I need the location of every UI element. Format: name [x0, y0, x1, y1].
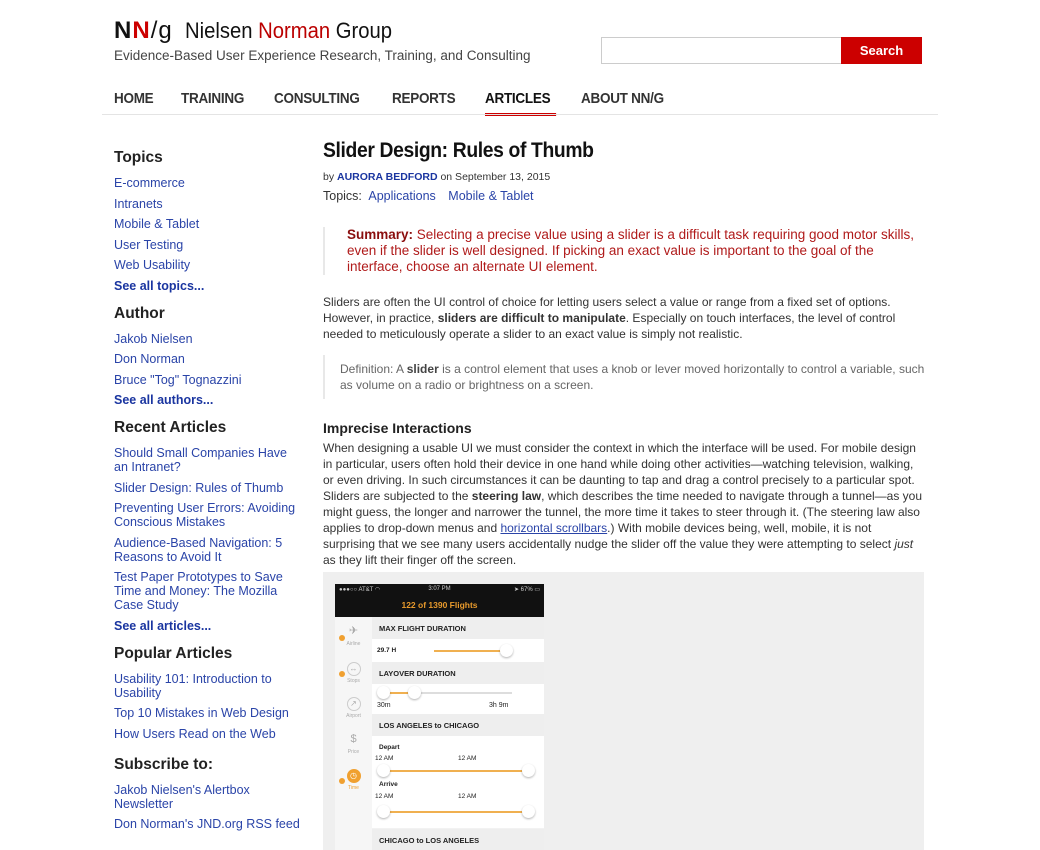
status-time: 3:07 PM [428, 586, 451, 592]
panel-heading: MAX FLIGHT DURATION [372, 617, 544, 639]
nng-logo[interactable] [114, 17, 410, 45]
sidebar-link-topic[interactable]: Mobile & Tablet [114, 217, 200, 231]
see-all-authors-link[interactable]: See all authors... [114, 393, 214, 407]
subscribe-jnd-rss-link[interactable]: Don Norman's JND.org RSS feed [114, 817, 300, 831]
arrive-knob-max[interactable] [522, 805, 535, 818]
sidebar-popular [114, 645, 304, 741]
airplane-icon: ✈ [348, 625, 359, 637]
filter-label: Airline [346, 641, 361, 647]
depart-label: Depart [379, 744, 400, 751]
sidebar-link-author[interactable]: Bruce "Tog" Tognazzini [114, 372, 242, 387]
sidebar-link-popular-article[interactable]: How Users Read on the Web [114, 726, 276, 741]
emphasis: steering law [471, 489, 542, 503]
sidebar-heading-topics: Topics [114, 149, 163, 166]
main-nav [114, 90, 696, 114]
layover-slider [372, 684, 544, 714]
dollar-icon: $ [350, 733, 357, 745]
depart-track [382, 770, 530, 772]
battery-status: ➤ 67% ▭ [513, 587, 540, 593]
text: Definition: A [340, 362, 407, 376]
sidebar-link-recent-article[interactable]: Audience-Based Navigation: 5 Reasons to Avoid It [114, 535, 283, 564]
article-title: Slider Design: Rules of Thumb [323, 139, 594, 162]
search-input[interactable] [601, 37, 841, 64]
text: is a control element that uses a knob or lever moved horizontally to control a variable, such as volume on a radio or brightness on a screen. [340, 362, 925, 392]
sidebar-link-topic[interactable]: Intranets [114, 196, 163, 211]
arrive-track [382, 811, 530, 813]
panel-heading: LAYOVER DURATION [372, 662, 544, 684]
search-form [601, 37, 922, 64]
filter-stops [335, 662, 372, 684]
arrive-from: 12 AM [375, 793, 394, 800]
body-paragraph [323, 440, 926, 568]
depart-to: 12 AM [458, 755, 477, 762]
nav-reports[interactable]: REPORTS [391, 90, 456, 107]
sidebar-topics [114, 149, 304, 293]
topics-label: Topics: [323, 189, 362, 203]
article [323, 139, 926, 568]
sidebar-heading-author: Author [114, 304, 165, 322]
slider-max-label: 3h 9m [489, 702, 509, 709]
arrive-to: 12 AM [458, 793, 477, 800]
article-topics [323, 189, 926, 203]
sidebar-link-topic[interactable]: User Testing [114, 237, 184, 252]
max-duration-panel [372, 617, 544, 662]
intro-paragraph [323, 294, 926, 342]
sidebar-link-topic[interactable]: E-commerce [114, 176, 185, 190]
logo-mark [114, 17, 173, 45]
sidebar [114, 149, 304, 838]
nav-about[interactable]: ABOUT NN/G [581, 90, 664, 107]
see-all-topics-link[interactable]: See all topics... [114, 278, 205, 293]
nav-articles[interactable]: ARTICLES [485, 90, 550, 114]
sidebar-link-recent-article[interactable]: Should Small Companies Have an Intranet? [114, 446, 288, 474]
layover-panel [372, 662, 544, 714]
logo-name-norman: Norman [257, 18, 330, 43]
filter-price [335, 733, 372, 755]
definition-callout [323, 355, 926, 399]
see-all-articles-link[interactable]: See all articles... [114, 618, 212, 633]
subscribe-alertbox-link[interactable]: Jakob Nielsen's Alertbox Newsletter [114, 782, 250, 811]
sidebar-link-recent-article[interactable]: Test Paper Prototypes to Save Time and Money: The Mozilla Case Study [114, 570, 283, 612]
chi-la-panel [372, 829, 544, 850]
phone-screenshot [335, 584, 544, 850]
logo-name [185, 18, 392, 44]
slider-min-label: 30m [377, 702, 391, 709]
filter-time [335, 769, 372, 791]
arrive-label: Arrive [379, 781, 398, 788]
flights-count: 122 of 1390 Flights [401, 600, 478, 610]
nav-divider [102, 114, 938, 115]
nav-consulting[interactable]: CONSULTING [273, 90, 360, 107]
filter-label: Airport [346, 713, 361, 719]
section-heading: Imprecise Interactions [323, 420, 472, 436]
logo-name-nielsen: Nielsen [184, 18, 258, 43]
filter-airline [335, 625, 372, 647]
phone-status-bar [335, 584, 544, 617]
topic-link-mobile-tablet[interactable]: Mobile & Tablet [448, 189, 534, 203]
horizontal-scrollbars-link[interactable]: horizontal scrollbars [500, 521, 608, 535]
nav-home[interactable]: HOME [114, 90, 154, 107]
nav-training[interactable]: TRAINING [180, 90, 244, 107]
slider-track [434, 650, 506, 652]
sidebar-link-popular-article[interactable]: Usability 101: Introduction to Usability [114, 671, 272, 700]
tagline: Evidence-Based User Experience Research, Training, and Consulting [114, 48, 531, 63]
clock-icon: ◷ [347, 769, 361, 783]
slider-knob-max[interactable] [408, 686, 421, 699]
text: When designing a usable UI we must consider the context in which the interface will be used. For mobile design in particular, users often hold their device in one hand while doing other activities—watching television, walking, or even driving. In such circumstances it can be daunting to tap and drag a control precisely to a particular spot. Sliders are subjected to the [323, 441, 916, 503]
logo-n1: N [114, 17, 133, 44]
sidebar-link-author[interactable]: Don Norman [114, 352, 185, 366]
author-link[interactable]: AURORA BEDFORD [337, 171, 438, 183]
time-sliders [372, 736, 544, 828]
la-chi-panel [372, 714, 544, 828]
summary-text: Selecting a precise value using a slider is a difficult task requiring good motor skills, even if the slider is well designed. If picking an exact value is important to the goal of the interface, choose an alternate UI element. [347, 227, 915, 274]
stops-icon: ↔ [347, 662, 361, 676]
sidebar-heading-popular: Popular Articles [114, 644, 233, 662]
filter-airport [335, 697, 372, 719]
byline [323, 171, 926, 183]
sidebar-link-recent-article[interactable]: Slider Design: Rules of Thumb [114, 480, 284, 495]
carrier-signal: ●●●○○ AT&T ◠ [339, 587, 381, 593]
emphasis: sliders are difficult to manipulate [437, 311, 626, 325]
filter-icon-column [335, 617, 372, 850]
filter-label: Time [348, 785, 359, 791]
slider-value: 29.7 H [377, 647, 397, 654]
text: as they lift their finger off the screen. [323, 553, 517, 567]
panel-heading: LOS ANGELES to CHICAGO [372, 714, 544, 736]
filter-label: Price [347, 749, 360, 755]
logo-n2: N [132, 17, 151, 44]
arrive-knob-min[interactable] [377, 805, 390, 818]
sidebar-subscribe [114, 756, 304, 832]
article-summary [323, 227, 923, 275]
sidebar-recent [114, 419, 304, 633]
sidebar-link-popular-article[interactable]: Top 10 Mistakes in Web Design [114, 706, 289, 720]
sidebar-link-topic[interactable]: Web Usability [114, 258, 191, 272]
emphasis: slider [406, 362, 439, 376]
max-duration-slider [372, 639, 544, 662]
depart-knob-max[interactable] [522, 764, 535, 777]
slider-knob[interactable] [500, 644, 513, 657]
sidebar-heading-recent: Recent Articles [114, 419, 227, 436]
depart-from: 12 AM [375, 755, 394, 762]
slider-knob-min[interactable] [377, 686, 390, 699]
article-figure [323, 572, 924, 850]
summary-label: Summary: [347, 227, 414, 242]
logo-slash-g: /g [150, 17, 173, 44]
depart-knob-min[interactable] [377, 764, 390, 777]
sidebar-heading-subscribe: Subscribe to: [114, 755, 214, 773]
sidebar-link-author[interactable]: Jakob Nielsen [114, 331, 193, 346]
italic-text: just [894, 537, 914, 551]
panel-heading: CHICAGO to LOS ANGELES [372, 829, 544, 850]
airport-icon: ↗ [347, 697, 361, 711]
search-button[interactable]: Search [841, 37, 922, 64]
text: . Especially on touch interfaces, the level of control needed to meticulously operate a slider to an exact value is simply not realistic. [323, 311, 896, 341]
filter-label: Stops [347, 678, 360, 684]
publish-date: on September 13, 2015 [437, 171, 551, 183]
byline-prefix: by [323, 171, 338, 183]
sidebar-link-recent-article[interactable]: Preventing User Errors: Avoiding Conscious Mistakes [114, 501, 296, 529]
topic-link-applications[interactable]: Applications [368, 189, 436, 203]
logo-name-group: Group [329, 18, 392, 43]
text: .) With mobile devices being, well, mobile, it is not surprising that we see many users accidentally nudge the slider off the value they were attempting to select [323, 521, 895, 551]
sidebar-author [114, 305, 304, 408]
text: , which describes the time needed to navigate through a tunnel—as you might guess, the longer and narrower the tunnel, the more time it takes to steer through it. (The steering law also applies to drop-down menus and [323, 489, 923, 535]
text: Sliders are often the UI control of choice for letting users select a value or range from a fixed set of options. However, in practice, [323, 295, 891, 325]
